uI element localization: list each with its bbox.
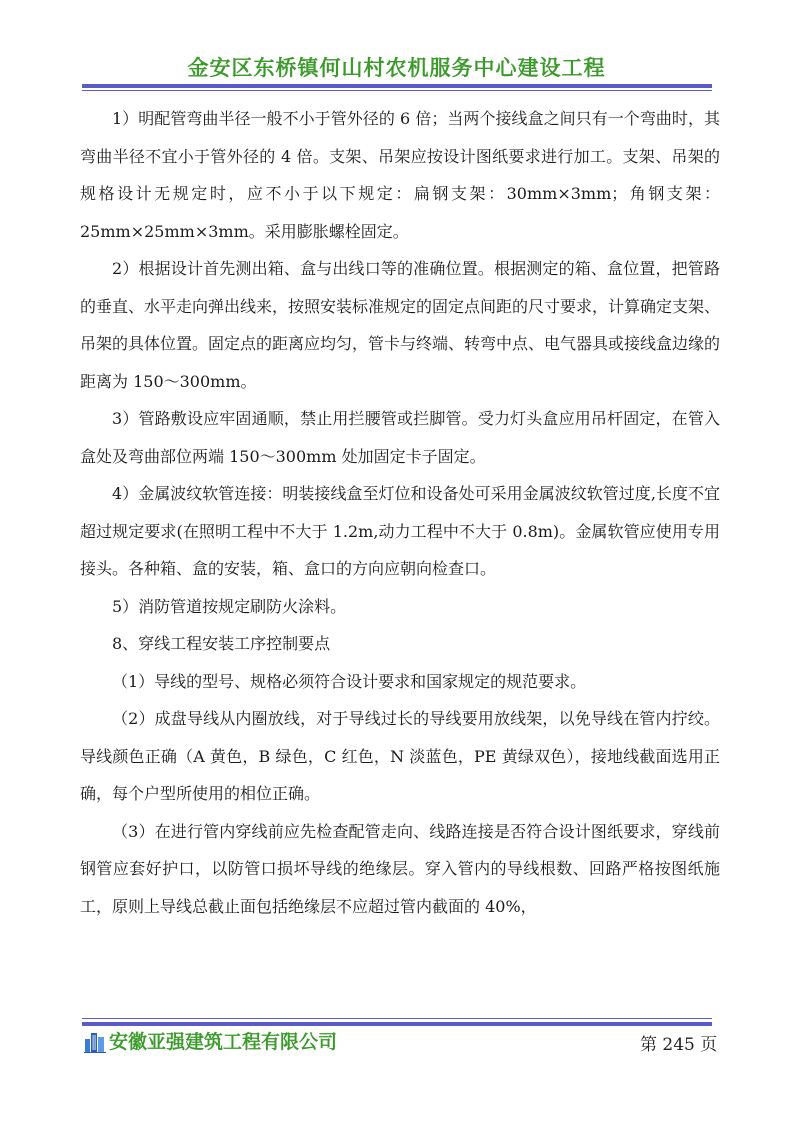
footer-company: [84, 1027, 337, 1054]
header-rule-thin: [82, 90, 712, 91]
footer-rule-thick: [82, 1022, 712, 1026]
paragraph-8: （3）在进行管内穿线前应先检查配管走向、线路连接是否符合设计图纸要求，穿线前钢管应套好护口，以防管口损坏导线的绝缘层。穿入管内的导线根数、回路严格按图纸施工，原则上导线总截止面包括绝缘层不应超过管内截面的 40%，: [80, 821, 720, 916]
paragraph-4: 4）金属波纹软管连接：明装接线盒至灯位和设备处可采用金属波纹软管过度,长度不宜超过规定要求(在照明工程中不大于 1.2m,动力工程中不大于 0.8m)。金属软管应使用专用接头。各种箱、盒的安装，箱、盒口的方向应朝向检查口。: [80, 484, 720, 578]
header-rule-thick: [82, 84, 712, 88]
paragraph-7: （2）成盘导线从内圈放线，对于导线过长的导线要用放线架，以免导线在管内拧绞。导线颜色正确（A 黄色，B 绿色，C 红色，N 淡蓝色，PE 黄绿双色），接地线截面选用正确，每个户型所使用的相位正确。: [80, 709, 720, 803]
paragraph-2: 2）根据设计首先测出箱、盒与出线口等的准确位置。根据测定的箱、盒位置，把管路的垂直、水平走向弹出线来，按照安装标准规定的固定点间距的尺寸要求，计算确定支架、吊架的具体位置。固定点的距离应均匀，管卡与终端、转弯中点、电气器具或接线盒边缘的距离为 150～300mm。: [80, 259, 721, 391]
page-number: 第 245 页: [640, 1035, 718, 1055]
footer-rule-thin: [82, 1018, 712, 1019]
paragraph-6: （1）导线的型号、规格必须符合设计要求和国家规定的规范要求。: [112, 671, 587, 691]
paragraph-5: 5）消防管道按规定刷防火涂料。: [112, 596, 347, 616]
page-header-title: 金安区东桥镇何山村农机服务中心建设工程: [187, 56, 606, 80]
company-name: 安徽亚强建筑工程有限公司: [109, 1031, 338, 1053]
building-logo-icon: [84, 1029, 106, 1053]
paragraph-1: 1）明配管弯曲半径一般不小于管外径的 6 倍；当两个接线盒之间只有一个弯曲时，其弯曲半径不宜小于管外径的 4 倍。支架、吊架应按设计图纸要求进行加工。支架、吊架的规格设计无规定时，应不小于以下规定：扁钢支架：30mm×3mm；角钢支架：25mm×25mm×3mm。采用膨胀螺栓固定。: [80, 109, 720, 241]
paragraph-3: 3）管路敷设应牢固通顺，禁止用拦腰管或拦脚管。受力灯头盒应用吊杆固定，在管入盒处及弯曲部位两端 150～300mm 处加固定卡子固定。: [80, 409, 720, 466]
document-body: [80, 100, 720, 925]
section-heading-8: 8、穿线工程安装工序控制要点: [112, 634, 331, 653]
